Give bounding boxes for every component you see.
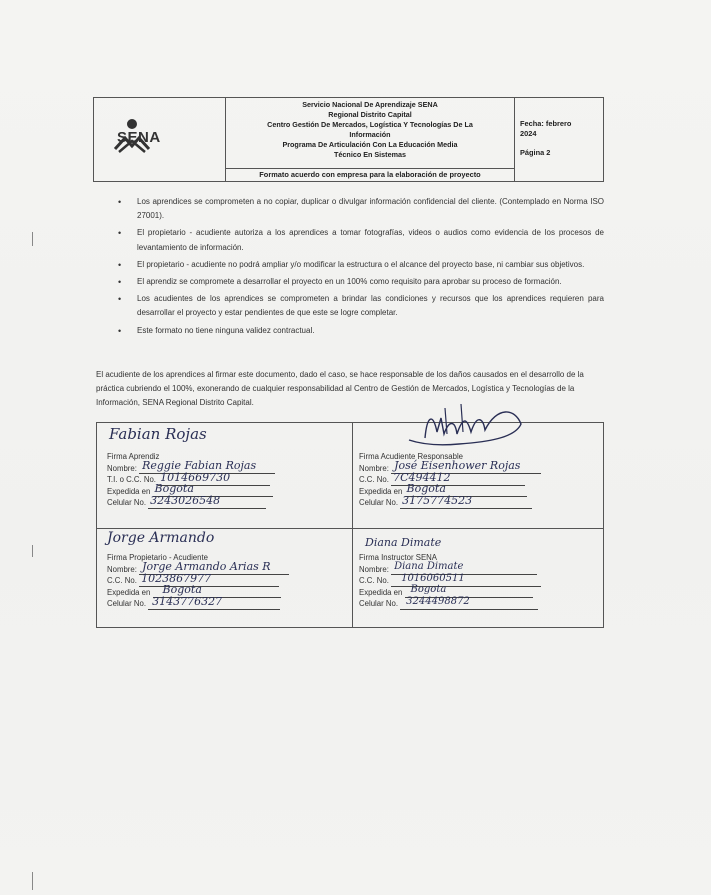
list-item: • Los aprendices se comprometen a no copiar, duplicar o divulgar información confidencial del cliente. (Contemplado en Norma ISO 27001).	[118, 197, 604, 221]
propietario-nombre: Jorge Armando Arias R	[142, 560, 271, 573]
instructor-label: Firma Instructor SENA	[359, 553, 437, 562]
propietario-expedida: Bogota	[162, 583, 202, 596]
acudiente-celular: 3175774523	[402, 493, 473, 507]
list-item: • El aprendiz se compromete a desarrollar el proyecto en un 100% como requisito para aprobar su proceso de formación.	[118, 277, 562, 288]
signature-cell-propietario	[107, 530, 347, 625]
sena-logo-cell	[94, 98, 226, 181]
header-title-line: Centro Gestión De Mercados, Logística Y Tecnologías De La	[267, 120, 473, 130]
header-date: Fecha: febrero	[520, 119, 572, 128]
list-item: • El propietario - acudiente autoriza a los aprendices a tomar fotografías, videos o audios como evidencia de los procesos de levantamiento de información.	[118, 228, 604, 252]
header-year: 2024	[520, 129, 537, 138]
instructor-expedida: Bogota	[410, 584, 447, 595]
responsibility-paragraph: El acudiente de los aprendices al firmar este documento, dado el caso, se hace responsable de los daños causados en el desarrollo de la práctica cubriendo el 100%, exonerando de cualquier responsabilidad al Centro de Gestión de Mercados, Logística y Tecnologías de la Información, SENA Regional Distrito Capital.	[96, 370, 584, 407]
header-title-line: Regional Distrito Capital	[328, 110, 412, 120]
instructor-celular: 3244498872	[406, 595, 470, 607]
list-item: • Los acudientes de los aprendices se comprometen a brindar las condiciones y recursos que los aprendices requieren para desarrollar el proyecto y estar pendientes de que este se logre completar.	[118, 294, 604, 318]
field-label: Expedida en	[359, 587, 403, 597]
propietario-id: 1023867977	[141, 571, 212, 585]
aprendiz-signature: Fabian Rojas	[109, 425, 207, 443]
scan-mark	[32, 545, 33, 557]
header-title-cell	[226, 98, 515, 181]
instructor-signature: Diana Dimate	[365, 536, 442, 549]
aprendiz-nombre: Reggie Fabian Rojas	[142, 459, 257, 472]
header-meta-cell	[515, 98, 603, 181]
propietario-label: Firma Propietario - Acudiente	[107, 553, 208, 562]
field-label: Celular No.	[107, 599, 146, 608]
signature-cell-acudiente	[359, 429, 599, 525]
field-label: Expedida en	[107, 486, 151, 496]
header-table	[93, 97, 604, 182]
instructor-id: 1016060511	[401, 572, 465, 584]
commitments-list	[117, 195, 604, 341]
aprendiz-expedida: Bogota	[154, 482, 194, 495]
field-label: Nombre:	[107, 463, 137, 473]
acudiente-signature	[397, 404, 527, 452]
aprendiz-label: Firma Aprendiz	[107, 452, 160, 461]
list-item: • Este formato no tiene ninguna validez contractual.	[118, 325, 315, 336]
scan-mark	[32, 872, 33, 890]
propietario-signature: Jorge Armando	[107, 530, 215, 546]
acudiente-expedida: Bogota	[406, 482, 446, 495]
field-label: Celular No.	[359, 599, 398, 608]
field-label: C.C. No.	[359, 576, 389, 585]
header-title-line: Información	[349, 130, 391, 140]
acudiente-nombre: José Eisenhower Rojas	[394, 459, 521, 472]
field-label: Nombre:	[107, 564, 137, 574]
field-label: T.I. o C.C. No.	[107, 475, 156, 484]
field-label: Celular No.	[107, 498, 146, 507]
header-page: Página 2	[520, 148, 551, 157]
header-title-line: Programa De Articulación Con La Educación Media	[282, 140, 458, 150]
signature-cell-aprendiz	[107, 425, 347, 525]
field-label: Nombre:	[359, 564, 389, 574]
propietario-celular: 3143776327	[152, 594, 223, 608]
aprendiz-id: 1014669730	[160, 470, 231, 484]
field-label: C.C. No.	[359, 475, 389, 484]
field-label: Expedida en	[107, 587, 151, 597]
field-label: Celular No.	[359, 498, 398, 507]
header-title-line: Servicio Nacional De Aprendizaje SENA	[302, 100, 438, 109]
field-label: C.C. No.	[107, 576, 137, 585]
scan-mark	[32, 232, 33, 246]
acudiente-label: Firma Acudiente Responsable	[359, 452, 464, 461]
field-label: Expedida en	[359, 486, 403, 496]
list-item: • El propietario - acudiente no podrá ampliar y/o modificar la estructura o el alcance del proyecto base, ni cambiar sus objetivos.	[118, 259, 585, 270]
field-label: Nombre:	[359, 463, 389, 473]
instructor-nombre: Diana Dimate	[394, 561, 464, 572]
signature-cell-instructor	[359, 535, 599, 625]
aprendiz-celular: 3243026548	[150, 493, 221, 507]
header-title-line: Técnico En Sistemas	[334, 150, 406, 160]
acudiente-id: 7C494412	[393, 470, 451, 484]
signature-grid	[96, 422, 604, 628]
sena-logo-text: SENA	[117, 129, 161, 146]
header-subtitle: Formato acuerdo con empresa para la elaboración de proyecto	[226, 168, 514, 181]
